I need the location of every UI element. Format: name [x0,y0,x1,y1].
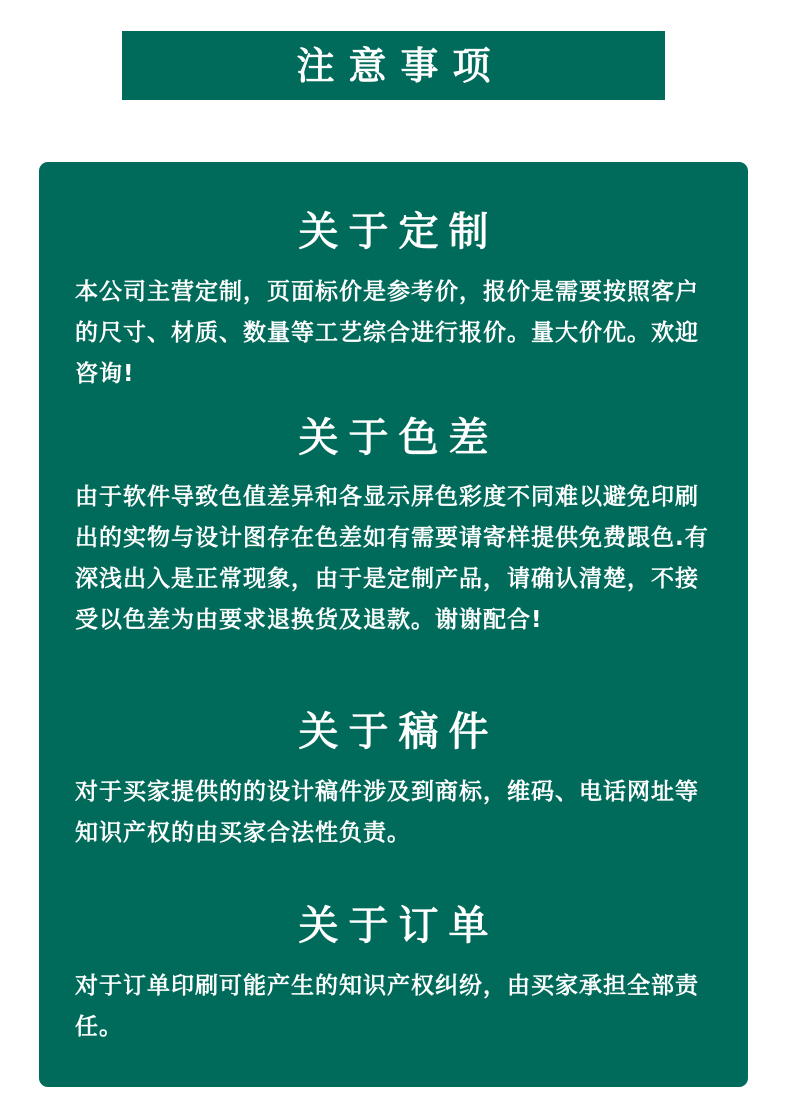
section-body-orders: 对于订单印刷可能产生的知识产权纠纷，由买家承担全部责任。 [75,973,699,1040]
page-title: 注意事项 [296,43,505,88]
section-body-color-difference: 由于软件导致色值差异和各显示屏色彩度不同难以避免印刷出的实物与设计图存在色差如有需要请寄样提供免费跟色.有深浅出入是正常现象，由于是定制产品，请确认清楚，不接受以色差为由要求退换货及退款。谢谢配合! [75,484,709,633]
section-title-color-difference: 关于色差 [298,415,499,461]
notice-panel [39,162,748,1087]
section-title-orders: 关于订单 [298,903,499,949]
section-body-customization: 本公司主营定制，页面标价是参考价，报价是需要按照客户的尺寸、材质、数量等工艺综合进行报价。量大价优。欢迎咨询! [75,279,699,387]
section-title-customization: 关于定制 [298,209,499,255]
section-title-artwork: 关于稿件 [298,709,499,755]
header-banner [122,31,665,100]
section-body-artwork: 对于买家提供的的设计稿件涉及到商标，维码、电话网址等知识产权的由买家合法性负责。 [75,779,699,846]
